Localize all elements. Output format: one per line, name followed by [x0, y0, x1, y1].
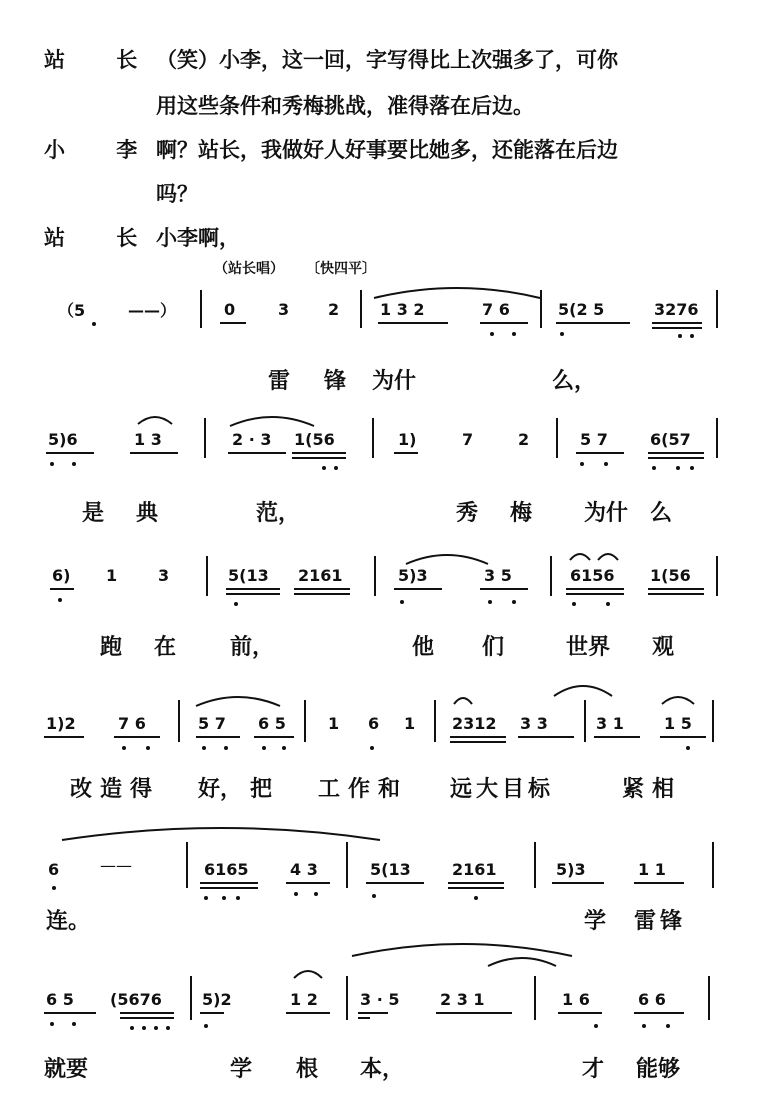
beat-underline: [292, 457, 346, 459]
bar-line: [534, 976, 536, 1020]
note: 5(13: [228, 566, 269, 585]
beat-underline: [648, 457, 704, 459]
beat-underline: [660, 736, 706, 738]
lyric: 雷锋: [634, 908, 687, 934]
slur: [452, 694, 474, 706]
octave-dot: [92, 322, 96, 326]
octave-dot: [130, 1026, 134, 1030]
lyric: 本，: [360, 1056, 405, 1082]
octave-dot: [50, 462, 54, 466]
note: 7: [462, 430, 474, 449]
note: 3: [158, 566, 170, 585]
beat-underline: [200, 1012, 224, 1014]
octave-dot: [512, 600, 516, 604]
singer-direction: （站长唱）: [214, 261, 284, 277]
lyric: 世界: [566, 634, 611, 660]
bar-line: [200, 290, 202, 328]
beat-underline: [120, 1012, 174, 1014]
slur: [552, 682, 614, 698]
note: 5 7: [198, 714, 226, 733]
note: 3 5: [484, 566, 512, 585]
lyric: 能够: [636, 1056, 681, 1082]
lyric: 就要: [44, 1056, 89, 1082]
octave-dot: [234, 602, 238, 606]
beat-underline: [566, 588, 624, 590]
dialogue-line: 吗？: [156, 181, 198, 206]
beat-underline: [556, 322, 630, 324]
note: 3 3: [520, 714, 548, 733]
note: 3 1: [596, 714, 624, 733]
note: 5)3: [556, 860, 586, 879]
octave-dot: [236, 896, 240, 900]
note: 5)6: [48, 430, 78, 449]
bar-line: [374, 556, 376, 596]
octave-dot: [690, 466, 694, 470]
octave-dot: [146, 746, 150, 750]
lyric: 为什: [372, 368, 417, 394]
slur: [228, 412, 316, 428]
beat-underline: [200, 887, 258, 889]
lyric: 典: [136, 500, 159, 526]
beat-underline: [294, 588, 350, 590]
bar-line: [346, 976, 348, 1020]
octave-dot: [678, 334, 682, 338]
note: 2 3 1: [440, 990, 485, 1009]
beat-underline: [648, 588, 704, 590]
speaker-label: 站 长: [44, 47, 160, 72]
octave-dot: [400, 600, 404, 604]
beat-underline: [450, 741, 506, 743]
octave-dot: [282, 746, 286, 750]
octave-dot: [154, 1026, 158, 1030]
octave-dot: [204, 896, 208, 900]
note: 6): [52, 566, 71, 585]
dialogue-line: 用这些条件和秀梅挑战，准得落在后边。: [156, 93, 534, 118]
bar-line: [712, 842, 714, 888]
note: 2: [328, 300, 340, 319]
note: 2 · 3: [232, 430, 272, 449]
beat-underline: [394, 588, 442, 590]
octave-dot: [474, 896, 478, 900]
lyric: 梅: [510, 500, 533, 526]
lyric: 好，: [198, 776, 243, 802]
note: 1 5: [664, 714, 692, 733]
bar-line: [206, 556, 208, 596]
beat-underline: [450, 736, 506, 738]
beat-underline: [294, 593, 350, 595]
beat-underline: [120, 1017, 174, 1019]
lyric: 跑: [100, 634, 123, 660]
slur: [194, 692, 282, 708]
note: 1: [328, 714, 340, 733]
octave-dot: [224, 746, 228, 750]
note: （5: [58, 301, 86, 320]
speaker-label: 站 长: [44, 225, 160, 250]
octave-dot: [122, 746, 126, 750]
bar-line: [346, 842, 348, 888]
lyric: 范，: [256, 500, 301, 526]
lyric: 观: [652, 634, 675, 660]
octave-dot: [50, 1022, 54, 1026]
octave-dot: [490, 332, 494, 336]
lyric: 们: [482, 634, 505, 660]
octave-dot: [294, 892, 298, 896]
bar-line: [186, 842, 188, 888]
bar-line: [716, 556, 718, 596]
note: 1: [106, 566, 118, 585]
note: ——: [100, 856, 132, 875]
note: 2161: [452, 860, 497, 879]
note: 2: [518, 430, 530, 449]
beat-underline: [558, 1012, 602, 1014]
beat-underline: [358, 1017, 370, 1019]
bar-line: [556, 418, 558, 458]
octave-dot: [666, 1024, 670, 1028]
slur: [660, 694, 696, 706]
lyric: 为什: [584, 500, 629, 526]
octave-dot: [488, 600, 492, 604]
bar-line: [716, 290, 718, 328]
bar-line: [534, 842, 536, 888]
beat-underline: [226, 588, 280, 590]
lyric: 么: [650, 500, 673, 526]
note: 5 7: [580, 430, 608, 449]
note: 2161: [298, 566, 343, 585]
octave-dot: [512, 332, 516, 336]
note: 1 3 2: [380, 300, 425, 319]
note: 1 1: [638, 860, 666, 879]
beat-underline: [648, 452, 704, 454]
beat-underline: [436, 1012, 512, 1014]
slur: [404, 550, 490, 566]
note: 5)2: [202, 990, 232, 1009]
note: 3: [278, 300, 290, 319]
octave-dot: [372, 894, 376, 898]
note: (5676: [110, 990, 162, 1009]
note: 6 5: [258, 714, 286, 733]
note: 5(13: [370, 860, 411, 879]
beat-underline: [44, 736, 84, 738]
note: 7 6: [482, 300, 510, 319]
beat-underline: [652, 327, 702, 329]
note: 1 2: [290, 990, 318, 1009]
note: 6156: [570, 566, 615, 585]
beat-underline: [594, 736, 640, 738]
beat-underline: [448, 887, 504, 889]
lyric: 秀: [456, 500, 479, 526]
note: 6165: [204, 860, 249, 879]
beat-underline: [44, 1012, 96, 1014]
octave-dot: [686, 746, 690, 750]
beat-underline: [228, 452, 286, 454]
bar-line: [304, 700, 306, 742]
octave-dot: [222, 896, 226, 900]
note: 0: [224, 300, 236, 319]
beat-underline: [46, 452, 94, 454]
tempo-direction: 〔快四平〕: [306, 261, 376, 277]
note: 1 6: [562, 990, 590, 1009]
lyric: 前，: [230, 634, 275, 660]
note: 6 6: [638, 990, 666, 1009]
note: 3276: [654, 300, 699, 319]
lyric: 学: [230, 1056, 253, 1082]
note: 1): [398, 430, 417, 449]
beat-underline: [220, 322, 246, 324]
note: 6: [368, 714, 380, 733]
note: 1 3: [134, 430, 162, 449]
octave-dot: [322, 466, 326, 470]
beat-underline: [292, 452, 346, 454]
lyric: 紧相: [622, 776, 683, 802]
note: 3 · 5: [360, 990, 400, 1009]
bar-line: [550, 556, 552, 596]
bar-line: [372, 418, 374, 458]
beat-underline: [196, 736, 240, 738]
beat-underline: [634, 1012, 684, 1014]
lyric: 锋: [324, 368, 347, 394]
bar-line: [178, 700, 180, 742]
beat-underline: [286, 1012, 330, 1014]
beat-underline: [480, 588, 528, 590]
octave-dot: [142, 1026, 146, 1030]
beat-underline: [378, 322, 448, 324]
lyric: 才: [582, 1056, 605, 1082]
note: 6 5: [46, 990, 74, 1009]
octave-dot: [334, 466, 338, 470]
dialogue-line: 啊？站长，我做好人好事要比她多，还能落在后边: [156, 137, 618, 162]
octave-dot: [572, 602, 576, 606]
beat-underline: [648, 593, 704, 595]
octave-dot: [676, 466, 680, 470]
dialogue-line: （笑）小李，这一回，字写得比上次强多了，可你: [156, 47, 618, 72]
note: 4 3: [290, 860, 318, 879]
beat-underline: [576, 452, 624, 454]
note: 1)2: [46, 714, 76, 733]
slur: [372, 284, 542, 300]
note: 7 6: [118, 714, 146, 733]
bar-line: [190, 976, 192, 1020]
beat-underline: [394, 452, 418, 454]
beat-underline: [226, 593, 280, 595]
bar-line: [708, 976, 710, 1020]
octave-dot: [652, 466, 656, 470]
note: 6: [48, 860, 60, 879]
octave-dot: [58, 598, 62, 602]
slur: [60, 822, 382, 842]
lyric: 学: [584, 908, 607, 934]
octave-dot: [560, 332, 564, 336]
octave-dot: [370, 746, 374, 750]
beat-underline: [634, 882, 684, 884]
beat-underline: [448, 882, 504, 884]
beat-underline: [652, 322, 702, 324]
octave-dot: [72, 1022, 76, 1026]
beat-underline: [480, 322, 528, 324]
octave-dot: [606, 602, 610, 606]
octave-dot: [202, 746, 206, 750]
lyric: 远大目标: [450, 776, 555, 802]
beat-underline: [254, 736, 294, 738]
beat-underline: [552, 882, 604, 884]
slur: [596, 550, 620, 562]
beat-underline: [358, 1012, 388, 1014]
note: ——）: [128, 301, 177, 320]
note: 5(2 5: [558, 300, 605, 319]
bar-line: [584, 700, 586, 742]
note: 1: [404, 714, 416, 733]
octave-dot: [594, 1024, 598, 1028]
speaker-label: 小 李: [44, 137, 160, 162]
beat-underline: [130, 452, 178, 454]
beat-underline: [366, 882, 424, 884]
lyric: 根: [296, 1056, 319, 1082]
bar-line: [716, 418, 718, 458]
bar-line: [204, 418, 206, 458]
slur: [486, 954, 558, 968]
beat-underline: [114, 736, 160, 738]
octave-dot: [642, 1024, 646, 1028]
slur: [292, 968, 324, 980]
slur: [136, 414, 174, 426]
octave-dot: [72, 462, 76, 466]
bar-line: [434, 700, 436, 742]
beat-underline: [566, 593, 624, 595]
octave-dot: [204, 1024, 208, 1028]
octave-dot: [604, 462, 608, 466]
lyric: 雷: [268, 368, 291, 394]
beat-underline: [518, 736, 574, 738]
note: 1(56: [294, 430, 335, 449]
beat-underline: [200, 882, 258, 884]
octave-dot: [262, 746, 266, 750]
octave-dot: [52, 886, 56, 890]
bar-line: [712, 700, 714, 742]
dialogue-line: 小李啊，: [156, 225, 240, 250]
lyric: 在: [154, 634, 177, 660]
beat-underline: [286, 882, 330, 884]
beat-underline: [50, 588, 74, 590]
lyric: 是: [82, 500, 105, 526]
note: 1(56: [650, 566, 691, 585]
bar-line: [360, 290, 362, 328]
lyric: 改造得: [70, 776, 161, 802]
octave-dot: [314, 892, 318, 896]
note: 5)3: [398, 566, 428, 585]
note: 6(57: [650, 430, 691, 449]
lyric: 工作和: [318, 776, 409, 802]
octave-dot: [580, 462, 584, 466]
lyric: 他: [412, 634, 435, 660]
lyric: 把: [250, 776, 273, 802]
octave-dot: [690, 334, 694, 338]
octave-dot: [166, 1026, 170, 1030]
lyric: 连。: [46, 908, 91, 934]
note: 2312: [452, 714, 497, 733]
lyric: 么，: [552, 368, 597, 394]
slur: [568, 550, 592, 562]
